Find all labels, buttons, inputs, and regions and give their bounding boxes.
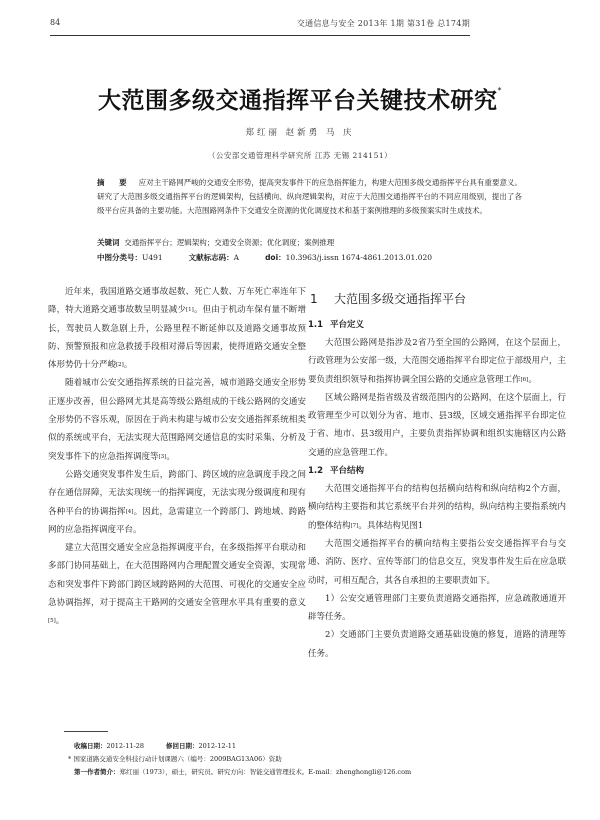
doc-code: A	[233, 253, 240, 262]
journal-info: 交通信息与安全 2013年 1期 第31卷 总174期	[296, 19, 470, 28]
authors: 郑红丽 赵新勇 马 庆	[245, 128, 355, 138]
author-bio: 郑红丽（1973），硕士，研究员。研究方向：智能交通管理技术。E-mail：zhenghongli@126.com	[119, 768, 412, 776]
abstract-text: 应对主干路网严峻的交通安全形势，提高突发事件下的应急指挥能力，构建大范围多级交通指挥平台具有重要意义。研究了大范围多级交通指挥平台的逻辑架构，包括横向、纵向逻辑架构，对应于大范围交通指挥平台的不同应用级别，提出了各级平台应具备的主要功能。大范围路网条件下交通安全资源的优化调度技术和基于案例推理的多级预案实时生成技术。	[97, 178, 522, 215]
section-heading-1-2: 1.2 平台结构	[308, 466, 365, 477]
affiliation: （公安部交通管理科学研究所 江苏 无锡 214151）	[207, 151, 393, 160]
citation-ref[interactable]: [3]	[158, 453, 167, 460]
paragraph: 区域公路网是指省级及省级范围内的公路网，在这个层面上，行政管理至少可以划分为省、地市、县3级，区域交通指挥平台即定位于省、地市、县3级用户，主要负责指挥协调和组织实施辖区内公路交通的应急管理工作。	[308, 392, 566, 458]
header-rule	[50, 35, 470, 36]
classification-label: 中图分类号：	[97, 253, 142, 262]
footnotes	[60, 740, 560, 779]
funding-footnote: * 国家道路交通安全科技行动计划课题六（编号：2009BAG13A06）资助	[68, 755, 282, 763]
doi-label: doi：	[265, 253, 286, 262]
keywords-label: 关键词	[97, 238, 120, 247]
section-heading-1-1: 1.1 平台定义	[308, 320, 365, 330]
title-footnote-marker: *	[497, 86, 502, 95]
paper-title	[0, 82, 600, 115]
received-date: 2012-11-28	[106, 742, 144, 750]
paragraph: 大范围交通指挥平台的结构包括横向结构和纵向结构2个方面，横向结构主要指和其它系统平台并列的结构，纵向结构主要指系统内的整体结构[7]。具体结构见图1	[308, 484, 566, 531]
citation-ref[interactable]: [5]	[48, 618, 56, 625]
dates-footnote: 收稿日期：2012-11-28 修回日期：2012-12-11	[74, 742, 236, 750]
paragraph: 大范围交通指挥平台的横向结构主要指公安交通指挥平台与交通、消防、医疗、宣传等部门的信息交互，突发事件发生后在应急联动时，可相互配合，其各自承担的主要职责如下。	[308, 538, 566, 586]
paragraph: 大范围公路网是指涉及2省乃至全国的公路网，在这个层面上，行政管理为公安部一级，大范围交通指挥平台即定位于部级用户，主要负责组织领导和指挥协调全国公路的交通应急管理工作[6]。	[308, 338, 566, 385]
keywords-text: 交通指挥平台；逻辑架构；交通安全资源；优化调度；案例推理	[124, 238, 335, 247]
author-bio-footnote: 第一作者简介：郑红丽（1973），硕士，研究员。研究方向：智能交通管理技术。E-mail：zhenghongli@126.com	[74, 768, 412, 776]
keywords	[97, 237, 522, 248]
citation-ref[interactable]: [4]	[125, 508, 134, 515]
citation-ref[interactable]: [7]	[350, 522, 359, 529]
page-number: 84	[50, 18, 61, 27]
section-heading-1: 1 大范围多级交通指挥平台	[310, 292, 467, 306]
citation-ref[interactable]: [2]	[116, 362, 124, 369]
paragraph: 建立大范围交通安全应急指挥调度平台，在多级指挥平台联动和多部门协同基础上，在大范围路网内合理配置交通安全资源，实现常态和突发事件下跨部门跨区域跨路网的大范围、可视化的交通安全应急协调指挥，对于提高主干路网的交通安全管理水平具有重要的意义[5]。	[48, 543, 306, 627]
running-head	[50, 14, 470, 32]
citation-ref[interactable]: [1]	[186, 307, 194, 314]
classification-line	[97, 252, 522, 263]
list-item: 1）公安交通管理部门主要负责道路交通指挥，应急疏散通道开辟等任务。	[308, 593, 566, 623]
doi-value[interactable]: 10.3963/j.issn 1674-4861.2013.01.020	[285, 253, 433, 262]
left-column	[48, 283, 306, 631]
paragraph: 近年来，我国道路交通事故起数、死亡人数、万车死亡率连年下降，特大道路交通事故数呈明显减少[1]。但由于机动车保有量不断增长，驾驶员人数急剧上升，公路里程不断延伸以及道路交通事故预防、预警预报和应急救援手段相对滞后等因素，使得道路交通安全整体形势仍十分严峻[2]。	[48, 287, 306, 371]
classification-code: U491	[142, 253, 163, 262]
paragraph: 公路交通突发事件发生后，跨部门、跨区域的应急调度手段之间存在通信屏障，无法实现统一的指挥调度，无法实现分级调度和现有各种平台的协调指挥[4]。因此，急需建立一个跨部门、跨地域、跨路网的应急指挥调度平台。	[48, 469, 306, 535]
citation-ref[interactable]: [6]	[520, 376, 529, 383]
paragraph: 随着城市公安交通指挥系统的日益完善，城市道路交通安全形势正逐步改善，但公路网尤其是高等级公路组成的干线公路网的交通安全形势仍不容乐观，原因在于尚未构建与城市公安交通指挥系统相类似的系统或平台，无法实现大范围路网交通信息的实时采集、分析及突发事件下的应急指挥调度等[3]。	[48, 378, 306, 462]
doc-code-label: 文献标志码：	[188, 253, 234, 262]
title-text: 大范围多级交通指挥平台关键技术研究	[98, 88, 498, 114]
right-column	[308, 288, 566, 663]
abstract	[97, 176, 522, 218]
footnote-rule	[64, 731, 108, 732]
revised-date: 2012-12-11	[198, 742, 236, 750]
list-item: 2）交通部门主要负责道路交通基础设施的修复，道路的清理等任务。	[308, 630, 566, 659]
abstract-label: 摘 要	[97, 178, 133, 187]
